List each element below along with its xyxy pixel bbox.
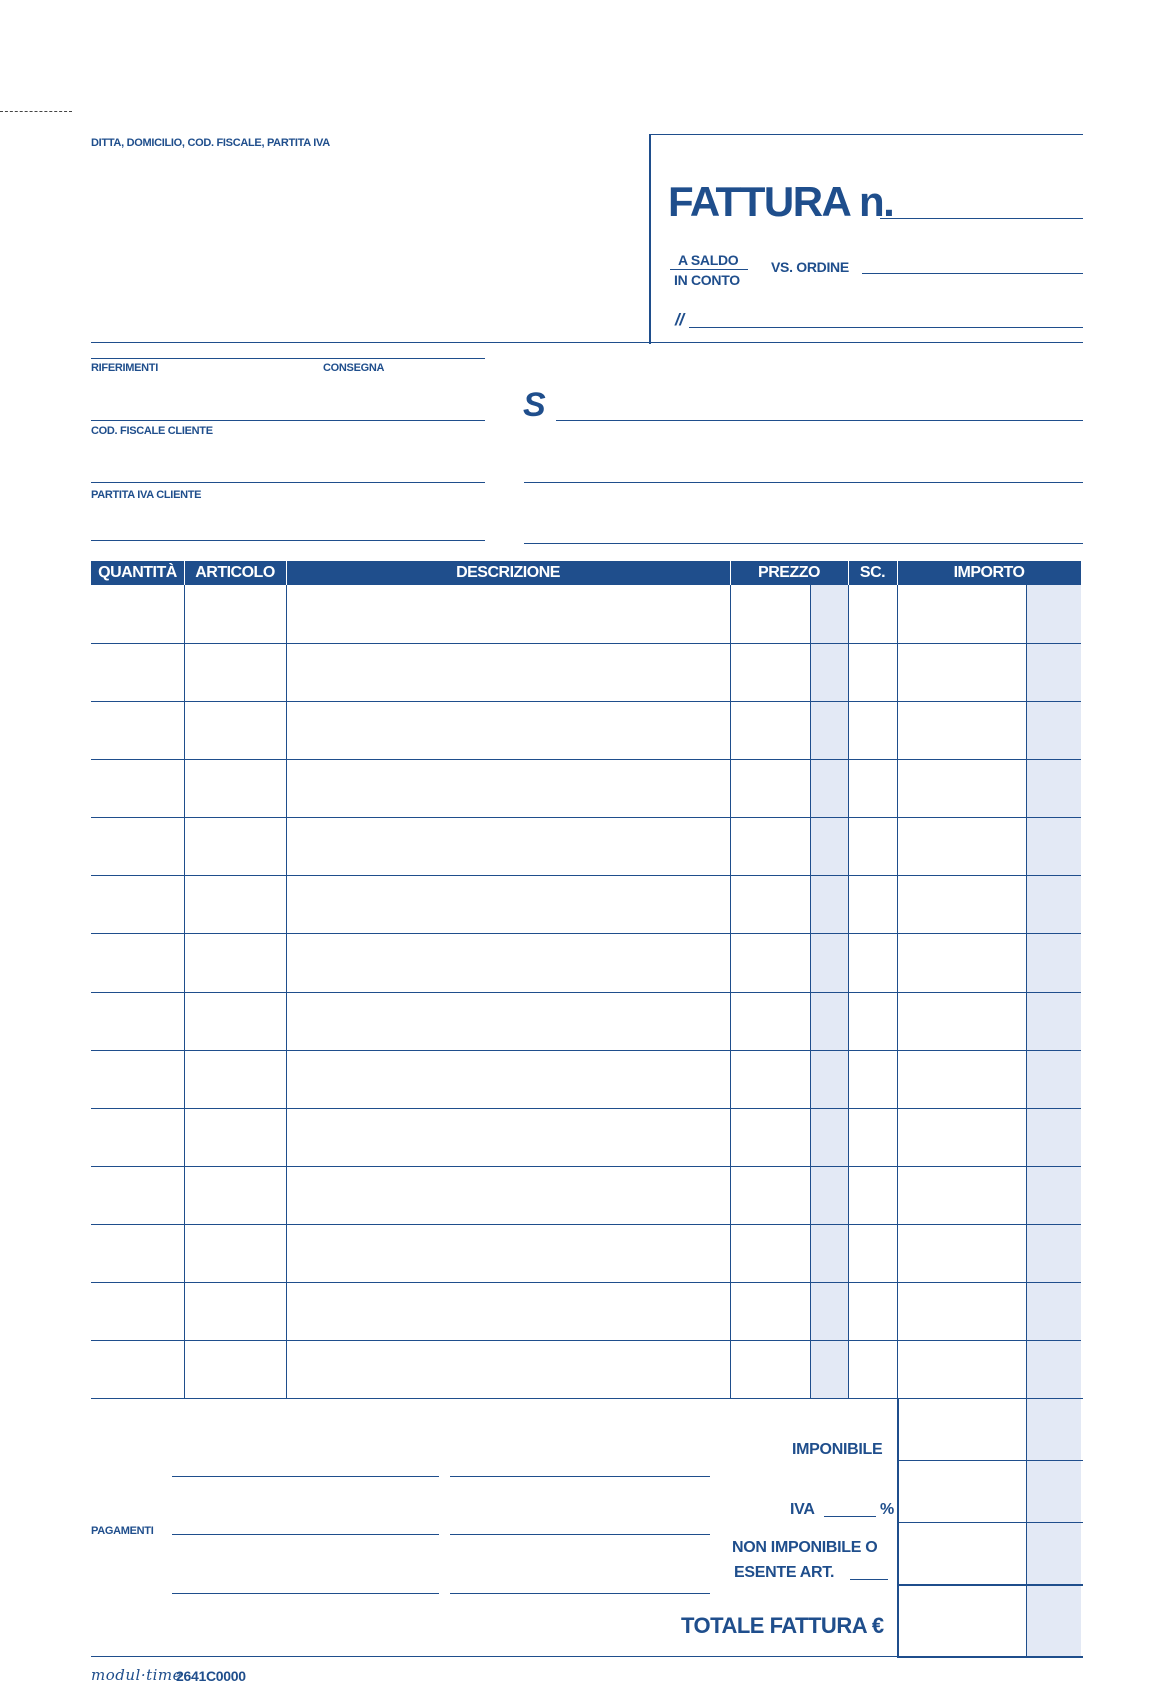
header-top-line xyxy=(650,134,1083,135)
date-field[interactable] xyxy=(689,327,1083,328)
table-row[interactable] xyxy=(91,1050,1081,1051)
payment-field[interactable] xyxy=(450,1534,710,1535)
totals-line xyxy=(897,1522,1083,1523)
table-row[interactable] xyxy=(91,759,1081,760)
table-row[interactable] xyxy=(91,1108,1081,1109)
iva-rate-field[interactable] xyxy=(824,1516,876,1517)
order-label: VS. ORDINE xyxy=(771,259,849,275)
totals-line xyxy=(897,1656,1083,1658)
totale-label: TOTALE FATTURA € xyxy=(681,1613,884,1638)
partita-iva-label: PARTITA IVA CLIENTE xyxy=(91,489,202,501)
imponibile-label: IMPONIBILE xyxy=(792,1441,883,1458)
cod-fiscale-field[interactable] xyxy=(91,482,485,483)
riferimenti-label: RIFERIMENTI xyxy=(91,362,158,374)
totals-line xyxy=(897,1584,1083,1586)
recipient-mark: S xyxy=(523,386,546,424)
invoice-title: FATTURA n. xyxy=(668,178,894,225)
date-separator: // xyxy=(675,310,684,329)
payment-field[interactable] xyxy=(172,1534,439,1535)
riferimenti-field[interactable] xyxy=(91,420,485,421)
table-row[interactable] xyxy=(91,817,1081,818)
pagamenti-label: PAGAMENTI xyxy=(91,1525,154,1537)
header-sep xyxy=(897,561,898,585)
esente-article-field[interactable] xyxy=(850,1579,888,1580)
non-imponibile-label: NON IMPONIBILE O xyxy=(732,1539,878,1556)
table-row[interactable] xyxy=(91,1340,1081,1341)
esente-label: ESENTE ART. xyxy=(734,1564,835,1581)
invoice-number-field[interactable] xyxy=(880,218,1083,219)
consegna-label: CONSEGNA xyxy=(323,362,385,374)
table-row[interactable] xyxy=(91,1398,1083,1399)
header-sep xyxy=(848,561,849,585)
totals-line xyxy=(897,1460,1083,1461)
table-row[interactable] xyxy=(91,1166,1081,1167)
table-row[interactable] xyxy=(91,875,1081,876)
col-articolo: ARTICOLO xyxy=(195,564,275,581)
brand-logo: modul·time xyxy=(91,1666,183,1684)
totals-left-border xyxy=(897,1398,899,1658)
table-row[interactable] xyxy=(91,1282,1081,1283)
header-sep xyxy=(286,561,287,585)
header-bottom-line xyxy=(91,342,1083,343)
cod-fiscale-label: COD. FISCALE CLIENTE xyxy=(91,425,213,437)
importo-decimal-column xyxy=(1026,585,1081,1658)
recipient-line-2[interactable] xyxy=(524,482,1083,483)
payment-field[interactable] xyxy=(450,1593,710,1594)
col-line xyxy=(1026,585,1027,1658)
table-row[interactable] xyxy=(91,992,1081,993)
col-importo: IMPORTO xyxy=(953,564,1025,581)
payment-field[interactable] xyxy=(450,1476,710,1477)
col-sconto: SC. xyxy=(859,564,886,581)
iva-label: IVA xyxy=(790,1501,815,1518)
table-row[interactable] xyxy=(91,1224,1081,1225)
table-row[interactable] xyxy=(91,701,1081,702)
col-descrizione: DESCRIZIONE xyxy=(456,564,560,581)
a-saldo-label: A SALDO xyxy=(678,252,739,268)
payment-field[interactable] xyxy=(172,1593,439,1594)
header-sep xyxy=(730,561,731,585)
table-row[interactable] xyxy=(91,643,1081,644)
saldo-divider xyxy=(670,269,748,270)
col-quantita: QUANTITÀ xyxy=(98,564,177,581)
col-prezzo: PREZZO xyxy=(758,564,820,581)
header-sep xyxy=(184,561,185,585)
in-conto-label: IN CONTO xyxy=(674,272,740,288)
seller-label: DITTA, DOMICILIO, COD. FISCALE, PARTITA IVA xyxy=(91,137,330,149)
partita-iva-field[interactable] xyxy=(91,540,485,541)
order-field[interactable] xyxy=(862,273,1083,274)
form-code: 2641C0000 xyxy=(176,1668,246,1684)
ref-top-line xyxy=(91,358,485,359)
payment-field[interactable] xyxy=(172,1476,439,1477)
recipient-line-3[interactable] xyxy=(524,543,1083,544)
recipient-line-1[interactable] xyxy=(556,420,1083,421)
iva-percent-sign: % xyxy=(880,1501,894,1518)
table-row[interactable] xyxy=(91,933,1081,934)
header-divider xyxy=(649,134,651,344)
perforation-mark xyxy=(0,111,72,112)
footer-line xyxy=(91,1656,897,1657)
